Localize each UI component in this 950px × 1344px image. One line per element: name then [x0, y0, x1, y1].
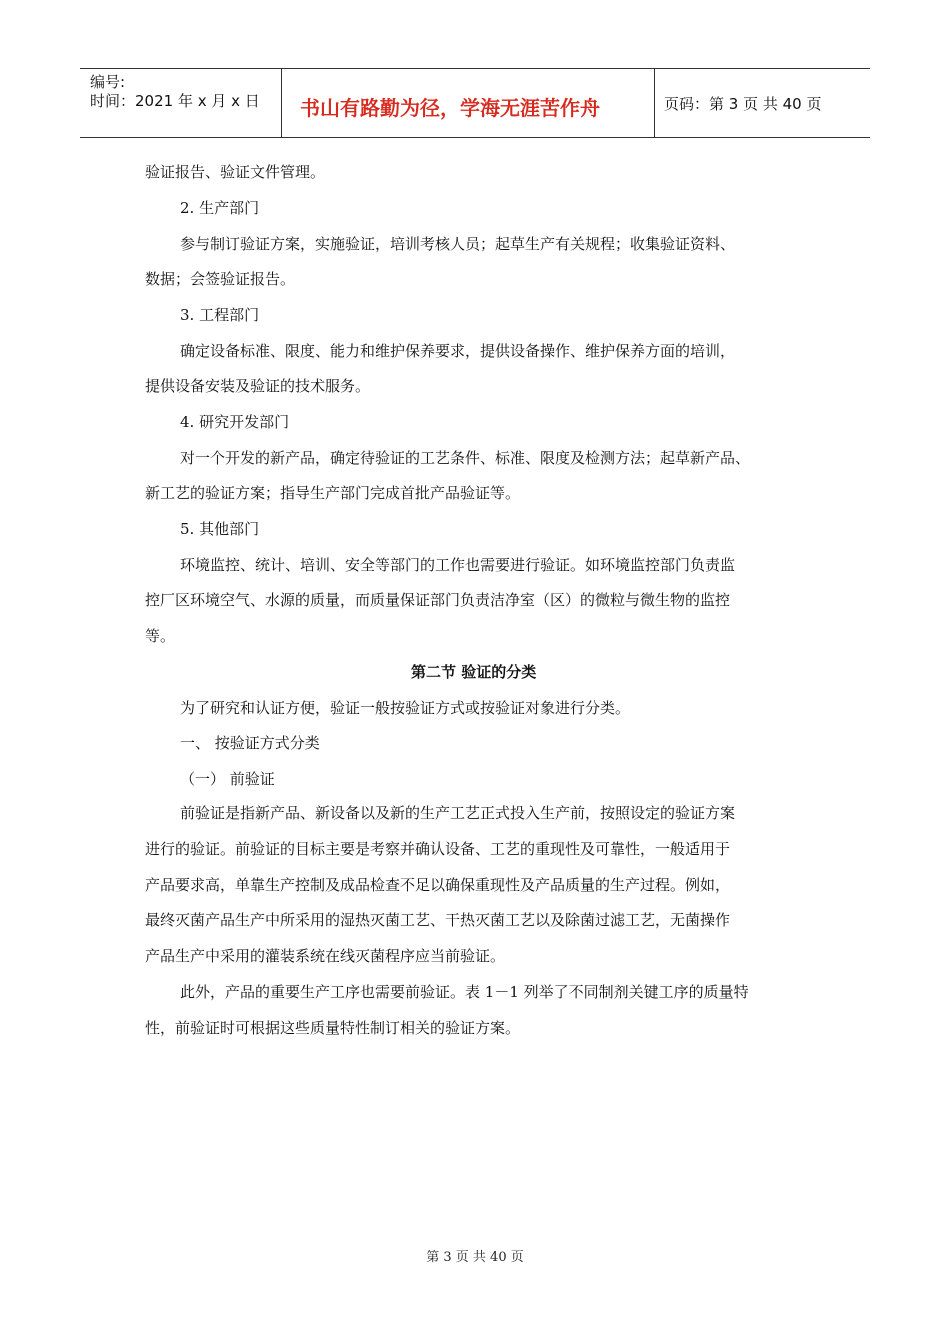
paragraph-line: 最终灭菌产品生产中所采用的湿热灭菌工艺、干热灭菌工艺以及除菌过滤工艺，无菌操作 [145, 911, 731, 929]
header-motto: 书山有路勤为径，学海无涯苦作舟 [300, 96, 600, 120]
paragraph-line: 产品要求高，单靠生产控制及成品检查不足以确保重现性及产品质量的生产过程。例如， [145, 876, 731, 894]
paragraph-line: 参与制订验证方案，实施验证，培训考核人员；起草生产有关规程；收集验证资料、 [180, 235, 736, 253]
paragraph-line: 提供设备安装及验证的技术服务。 [145, 377, 371, 395]
paragraph-line: 进行的验证。前验证的目标主要是考察并确认设备、工艺的重现性及可靠性，一般适用于 [145, 840, 731, 858]
paragraph-line: 控厂区环境空气、水源的质量，而质量保证部门负责洁净室（区）的微粒与微生物的监控 [145, 591, 731, 609]
header-number: 编号: [90, 73, 126, 91]
paragraph-line: 新工艺的验证方案；指导生产部门完成首批产品验证等。 [145, 484, 521, 502]
subheading: 2. 生产部门 [180, 199, 260, 217]
subheading: 一、 按验证方式分类 [180, 734, 320, 752]
paragraph-line: 性，前验证时可根据这些质量特性制订相关的验证方案。 [145, 1019, 521, 1037]
header-divider [654, 69, 655, 137]
subheading: （一） 前验证 [180, 770, 275, 788]
paragraph-line: 前验证是指新产品、新设备以及新的生产工艺正式投入生产前，按照设定的验证方案 [180, 804, 736, 822]
page-footer: 第 3 页 共 40 页 [426, 1250, 524, 1265]
subheading: 5. 其他部门 [180, 520, 260, 538]
header-meta [90, 73, 260, 111]
paragraph-line: 产品生产中采用的灌装系统在线灭菌程序应当前验证。 [145, 947, 506, 965]
paragraph-line: 环境监控、统计、培训、安全等部门的工作也需要进行验证。如环境监控部门负责监 [180, 556, 736, 574]
subheading: 3. 工程部门 [180, 306, 260, 324]
paragraph-line: 验证报告、验证文件管理。 [145, 163, 326, 181]
section-title: 第二节 验证的分类 [411, 663, 537, 681]
header-page-info: 页码：第 3 页 共 40 页 [664, 95, 822, 113]
paragraph-line: 为了研究和认证方便，验证一般按验证方式或按验证对象进行分类。 [180, 699, 631, 717]
paragraph-line: 等。 [145, 627, 176, 645]
paragraph-line: 对一个开发的新产品，确定待验证的工艺条件、标准、限度及检测方法；起草新产品、 [180, 449, 751, 467]
paragraph-line: 确定设备标准、限度、能力和维护保养要求，提供设备操作、维护保养方面的培训， [180, 342, 736, 360]
document-header [80, 68, 870, 138]
paragraph-line: 此外，产品的重要生产工序也需要前验证。表 1－1 列举了不同制剂关键工序的质量特 [180, 983, 749, 1001]
header-time: 时间：2021 年 x 月 x 日 [90, 92, 260, 110]
header-divider [281, 69, 282, 137]
paragraph-line: 数据；会签验证报告。 [145, 270, 296, 288]
subheading: 4. 研究开发部门 [180, 413, 290, 431]
